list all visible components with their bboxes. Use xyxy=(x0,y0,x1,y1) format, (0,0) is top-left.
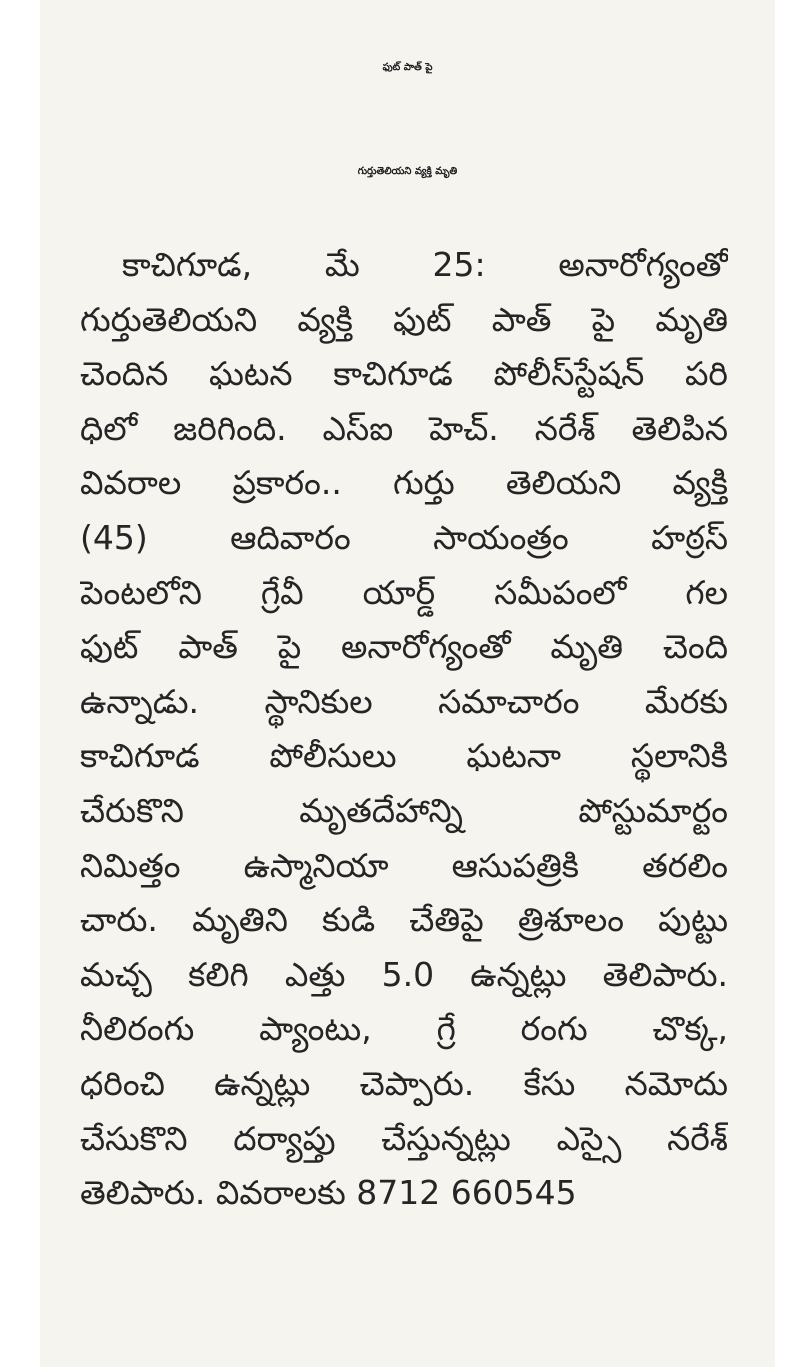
body-line: పెంటలోని గ్రేవీ యార్డ్ సమీపంలో గల xyxy=(80,572,728,612)
page-margin-left xyxy=(0,0,40,1367)
body-line: కాచిగూడ పోలీసులు ఘటనా స్థలానికి xyxy=(80,736,728,776)
body-line: (45) ఆదివారం సాయంత్రం హఠ్రస్ xyxy=(80,517,728,557)
body-line: గుర్తుతెలియని వ్యక్తి ఫుట్ పాత్ పై మృతి xyxy=(80,299,728,339)
body-line: నిమిత్తం ఉస్మానియా ఆసుపత్రికి తరలిం xyxy=(80,845,728,885)
body-line: కాచిగూడ, మే 25: అనారోగ్యంతో xyxy=(122,245,728,284)
body-line: చారు. మృతిని కుడి చేతిపై త్రిశూలం పుట్టు xyxy=(80,900,728,940)
page-margin-right xyxy=(775,0,800,1367)
body-line: మచ్చ కలిగి ఎత్తు 5.0 ఉన్నట్లు తెలిపారు. xyxy=(80,954,728,994)
body-line: వివరాల ప్రకారం.. గుర్తు తెలియని వ్యక్తి xyxy=(80,463,728,503)
body-line: ధరించి ఉన్నట్లు చెప్పారు. కేసు నమోదు xyxy=(80,1063,728,1103)
headline-line-2: గుర్తుతెలియని వ్యక్తి మృతి xyxy=(357,166,458,177)
body-line: ధిలో జరిగింది. ఎస్ఐ హెచ్. నరేశ్ తెలిపిన xyxy=(80,408,728,448)
article-body xyxy=(80,238,728,1221)
body-line: తెలిపారు. వివరాలకు 8712 660545 xyxy=(80,1173,577,1213)
body-line: చేసుకొని దర్యాప్తు చేస్తున్నట్లు ఎస్సై నరేశ్ xyxy=(80,1118,728,1158)
body-line: చెందిన ఘటన కాచిగూడ పోలీస్‌స్టేషన్ పరి xyxy=(80,354,728,394)
body-line: ఉన్నాడు. స్థానికుల సమాచారం మేరకు xyxy=(80,681,728,721)
body-line: నీలిరంగు ప్యాంటు, గ్రే రంగు చొక్క, xyxy=(80,1009,728,1049)
body-line: చేరుకొని మృతదేహాన్ని పోస్టుమార్టం xyxy=(80,790,728,830)
headline-line-1: ఫుట్ పాత్ పై xyxy=(382,62,433,73)
body-line: ఫుట్ పాత్ పై అనారోగ్యంతో మృతి చెంది xyxy=(80,627,728,667)
